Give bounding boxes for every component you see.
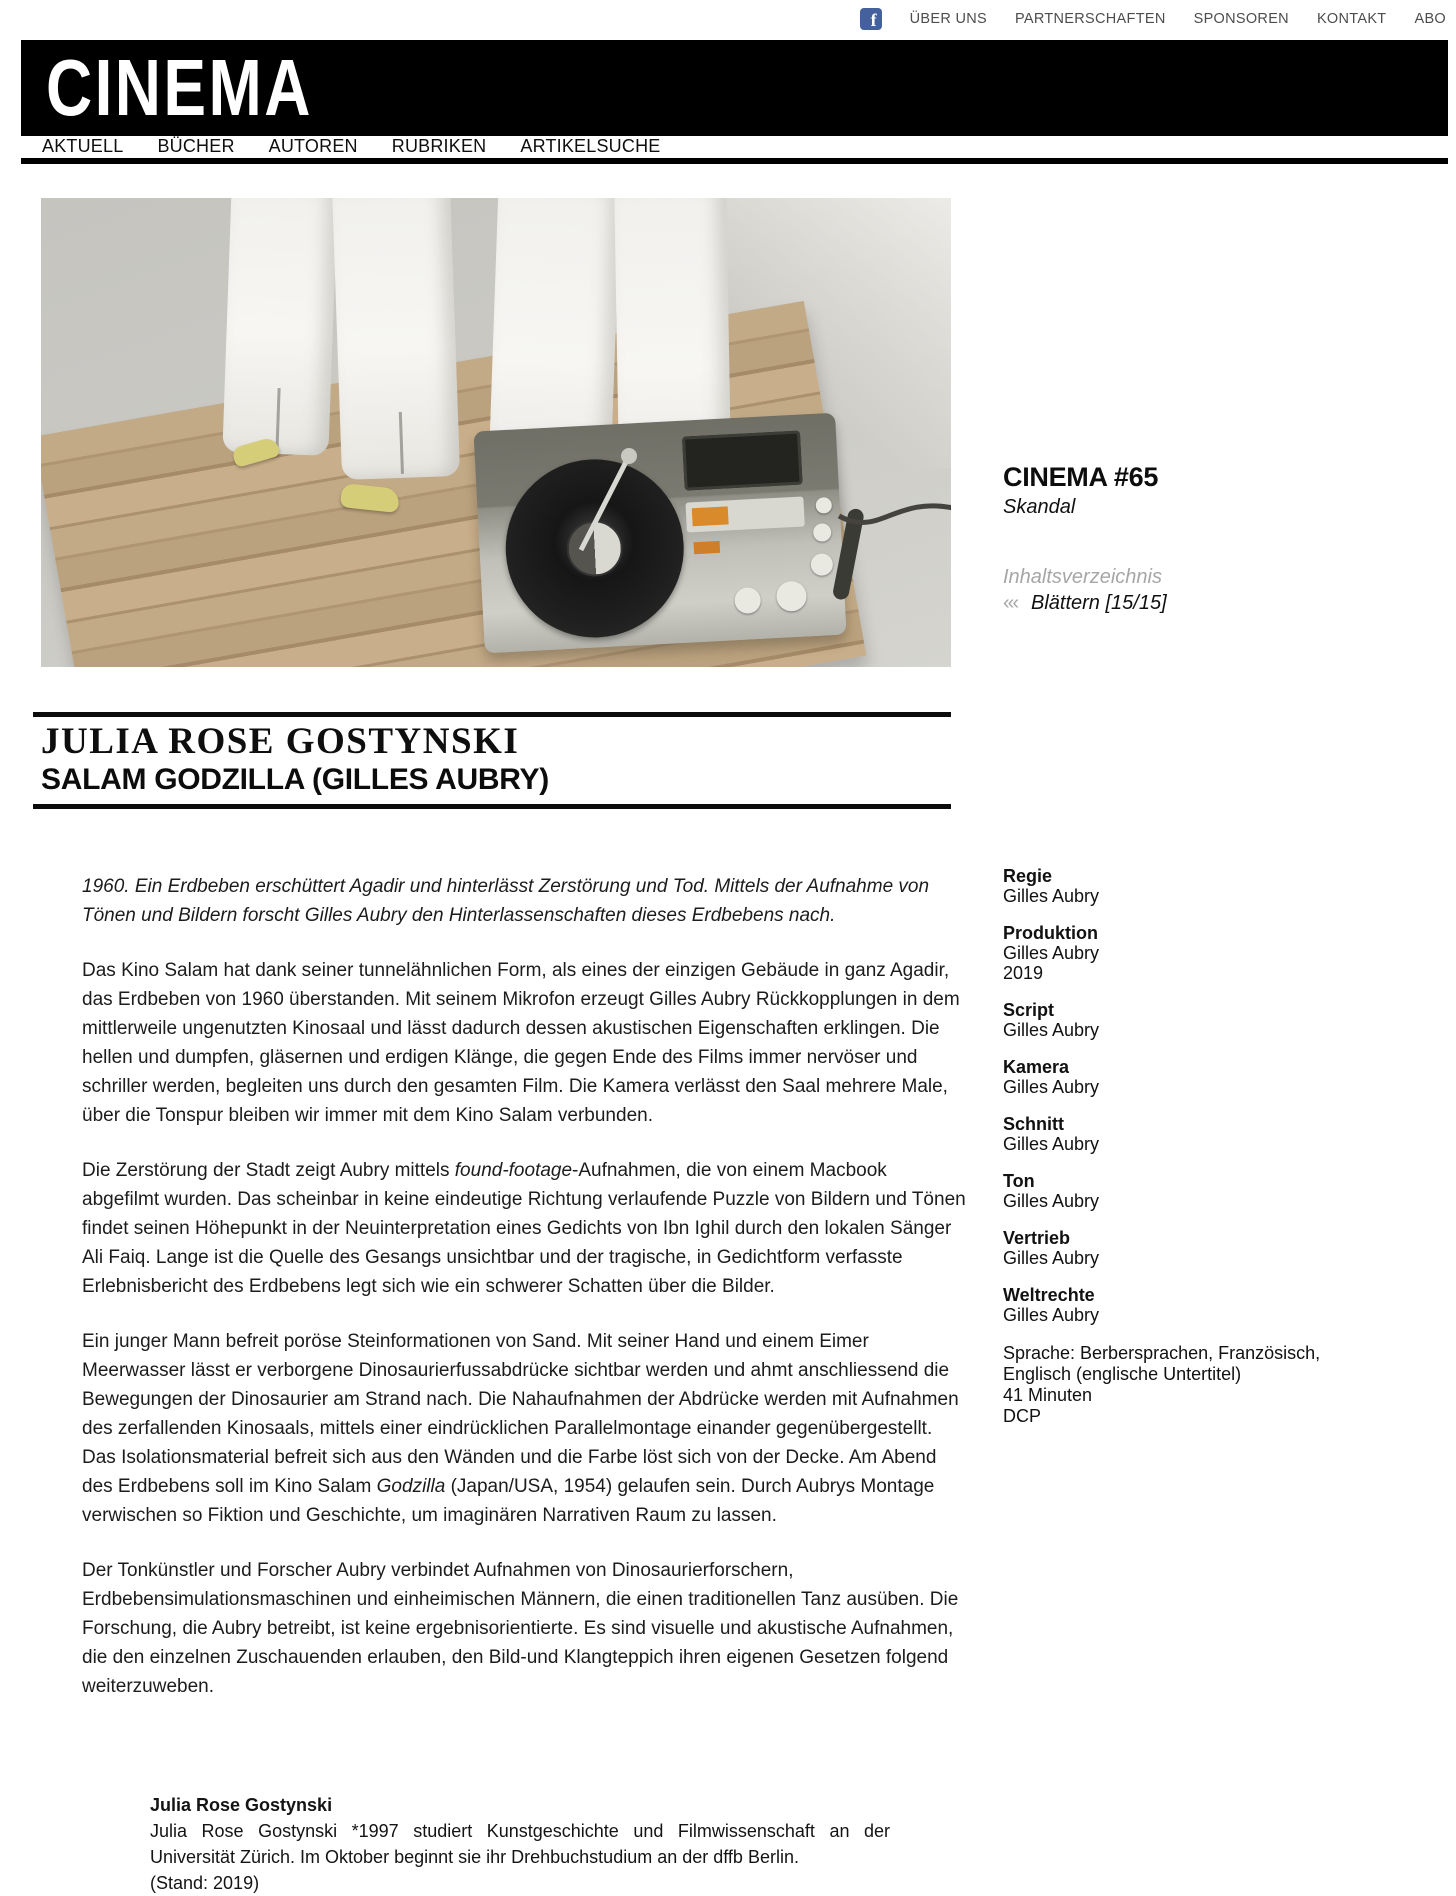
- credit-label: Regie: [1003, 866, 1053, 886]
- credit-value: 2019: [1003, 963, 1044, 983]
- credit-label: Kamera: [1003, 1057, 1070, 1077]
- nav-item-aktuell[interactable]: AKTUELL: [42, 136, 124, 156]
- credit-label: Produktion: [1003, 923, 1098, 943]
- toplink-abo[interactable]: ABO: [1414, 11, 1446, 27]
- article-paragraph: Die Zerstörung der Stadt zeigt Aubry mittels found-footage-Aufnahmen, die von einem Macbook abgefilmt wurden. Das scheinbar in keine eindeutige Richtung verlaufende Puzzle von Bildern und Tönen findet seinen Höhepunkt in der Neuinterpretation eines Gedichts von Ibn Ighil durch den lokalen Sänger Ali Faiq. Lange ist die Quelle des Gesangs unsichtbar und der tragische, in Gedichtform verfasste Erlebnisbericht des Erdbebens legt sich wie ein schwerer Schatten über die Bilder.: [82, 1160, 966, 1297]
- credit-value: Gilles Aubry: [1003, 1077, 1100, 1097]
- nav-item-buecher[interactable]: BÜCHER: [157, 136, 235, 156]
- toplink-partnerschaften[interactable]: PARTNERSCHAFTEN: [1015, 11, 1166, 27]
- format-info: DCP: [1003, 1406, 1042, 1426]
- table-of-contents-link[interactable]: Inhaltsverzeichnis: [1003, 566, 1162, 588]
- issue-info: [1003, 462, 1158, 519]
- pager-label: Blättern [15/15]: [1030, 592, 1167, 614]
- bio-author-name: Julia Rose Gostynski: [150, 1795, 333, 1815]
- credit-value: Gilles Aubry: [1003, 1134, 1100, 1154]
- technical-details: [1003, 1343, 1335, 1427]
- credit-value: Gilles Aubry: [1003, 1191, 1100, 1211]
- facebook-icon[interactable]: [860, 8, 882, 30]
- credit-label: Schnitt: [1003, 1114, 1064, 1134]
- credit-vertrieb: [1003, 1228, 1335, 1268]
- nav-item-autoren[interactable]: AUTOREN: [268, 136, 358, 156]
- credit-script: [1003, 1000, 1335, 1040]
- credit-kamera: [1003, 1057, 1335, 1097]
- credit-label: Ton: [1003, 1171, 1035, 1191]
- article-title-block: [33, 712, 951, 809]
- toplink-kontakt[interactable]: KONTAKT: [1316, 11, 1387, 27]
- credit-value: Gilles Aubry: [1003, 1305, 1100, 1325]
- issue-title: CINEMA #65: [1003, 462, 1159, 492]
- credit-value: Gilles Aubry: [1003, 886, 1100, 906]
- credit-label: Weltrechte: [1003, 1285, 1095, 1305]
- credit-ton: [1003, 1171, 1335, 1211]
- facebook-glyph: f: [870, 10, 877, 30]
- credit-label: Script: [1003, 1000, 1055, 1020]
- credit-value: Gilles Aubry: [1003, 1248, 1100, 1268]
- article-image: [41, 198, 951, 667]
- title-rule-bottom: [33, 804, 951, 809]
- header-divider: [21, 158, 1448, 164]
- credit-value: Gilles Aubry: [1003, 943, 1100, 963]
- pager-arrows-icon: ‹‹‹: [1003, 592, 1017, 614]
- article-lede: 1960. Ein Erdbeben erschüttert Agadir und hinterlässt Zerstörung und Tod. Mittels der Aufnahme von Tönen und Bildern forscht Gilles Aubry den Hinterlassenschaften dieses Erdbebens nach.: [82, 876, 930, 926]
- main-nav: [42, 136, 660, 157]
- bio-text: Julia Rose Gostynski *1997 studiert Kunstgeschichte und Filmwissenschaft an der Universität Zürich. Im Oktober beginnt sie ihr Drehbuchstudium an der dffb Berlin.: [150, 1821, 890, 1867]
- article-paragraph: Ein junger Mann befreit poröse Steinformationen von Sand. Mit seiner Hand und einem Eimer Meerwasser lässt er verborgene Dinosaurierfussabdrücke sichtbar werden und ahmt anschliessend die Bewegungen der Dinosaurier am Strand nach. Die Nahaufnahmen der Abdrücke werden mit Aufnahmen des zerfallenden Kinosaals, mittels einer eindrücklichen Parallelmontage einander gegenübergestellt. Das Isolationsmaterial befreit sich aus den Wänden und die Farbe löst sich von der Decke. Am Abend des Erdbebens soll im Kino Salam Godzilla (Japan/USA, 1954) gelaufen sein. Durch Aubrys Montage verwischen so Fiktion und Geschichte, um imaginären Narrativen Raum zu lassen.: [82, 1331, 959, 1526]
- article-paragraph: Das Kino Salam hat dank seiner tunnelähnlichen Form, als eines der einzigen Gebäude in ganz Agadir, das Erdbeben von 1960 überstanden. Mit seinem Mikrofon erzeugt Gilles Aubry Rückkopplungen in dem mittlerweile ungenutzten Kinosaal und lässt dadurch dessen akustischen Eigenschaften erklingen. Die hellen und dumpfen, gläsernen und erdigen Klänge, die gegen Ende des Films immer nervöser und schriller werden, begleiten uns durch den gesamten Film. Die Kamera verlässt den Saal mehrere Male, über die Tonspur bleiben wir immer mit dem Kino Salam verbunden.: [82, 960, 960, 1126]
- article-title-heading: SALAM GODZILLA (GILLES AUBRY): [41, 763, 549, 796]
- credit-value: Gilles Aubry: [1003, 1020, 1100, 1040]
- site-logo[interactable]: CINEMA: [46, 43, 313, 132]
- article-paragraph: Der Tonkünstler und Forscher Aubry verbindet Aufnahmen von Dinosaurierforschern, Erdbebensimulationsmaschinen und einheimischen Männern, die einen traditionellen Tanz ausüben. Die Forschung, die Aubry betreibt, ist keine ergebnisorientierte. Es sind visuelle und akustische Aufnahmen, die den einzelnen Zuschauenden erlauben, den Bild-und Klangteppich ihren eigenen Gesetzen folgend weiterzuweben.: [82, 1560, 959, 1697]
- film-credits: [1003, 866, 1335, 1427]
- article-author-heading: JULIA ROSE GOSTYNSKI: [41, 721, 520, 762]
- title-rule-top: [33, 712, 951, 717]
- author-bio: [150, 1792, 890, 1896]
- language-info: Sprache: Berbersprachen, Französisch, Englisch (englische Untertitel): [1003, 1343, 1321, 1384]
- pager-previous-link[interactable]: [1003, 592, 1167, 615]
- credit-produktion: [1003, 923, 1335, 983]
- photo-overlay-lines: [41, 198, 951, 667]
- nav-item-rubriken[interactable]: RUBRIKEN: [391, 136, 487, 156]
- credit-regie: [1003, 866, 1335, 906]
- runtime-info: 41 Minuten: [1003, 1385, 1093, 1405]
- masthead-band: [21, 40, 1448, 136]
- credit-weltrechte: [1003, 1285, 1335, 1325]
- top-utility-bar: [0, 0, 1446, 38]
- nav-item-artikelsuche[interactable]: ARTIKELSUCHE: [520, 136, 661, 156]
- credit-label: Vertrieb: [1003, 1228, 1071, 1248]
- toplink-ueber-uns[interactable]: ÜBER UNS: [909, 11, 987, 27]
- toplink-sponsoren[interactable]: SPONSOREN: [1193, 11, 1289, 27]
- issue-navigation: [1003, 566, 1167, 615]
- bio-status-date: (Stand: 2019): [150, 1873, 260, 1893]
- article-body: [82, 872, 967, 1727]
- issue-subtitle: Skandal: [1003, 496, 1076, 518]
- credit-schnitt: [1003, 1114, 1335, 1154]
